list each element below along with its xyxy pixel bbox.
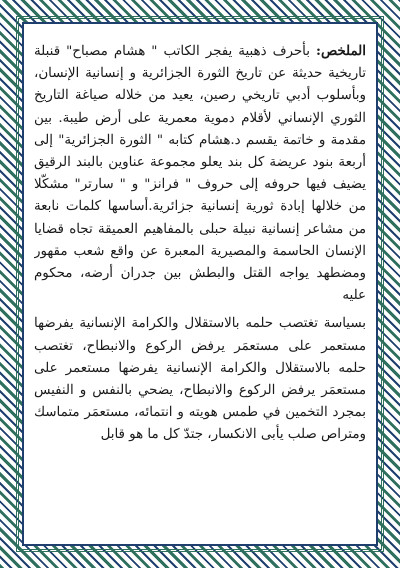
- abstract-title: الملخص:: [316, 43, 366, 59]
- abstract-paragraph-2: بسياسة تغتصب حلمه بالاستقلال والكرامة الإنسانية يفرضها مستعمر على مستعمَر يرفض الركوع والانبطاح، تغتصب حلمه بالاستقلال والكرامة الإنسانية يفرضها مستعمر على مستعمَر يرفض الركوع والانبطاح، يضحي بالنفس و النفيس بمجرد التخمين في طمس هويته و انتمائه، مستعمَر متماسك ومتراص صلب يأبى الانكسار، جتدّ كل ما هو قابل: [34, 316, 366, 443]
- abstract-text-1: بأحرف ذهبية يفجر الكاتب " هشام مصباح" قنبلة تاريخية حديثة عن تاريخ الثورة الجزائرية و إنسانية الإنسان، وبأسلوب أدبي تاريخي رصين، يعيد من خلاله صياغة التاريخ الثوري الإنساني لأقلام دموية معمرية على أرض طيبة. بين مقدمة و خاتمة يقسم د.هشام كتابه " الثورة الجزائرية" إلى أربعة بنود عريضة كل بند يعلو مجموعة عناوين بالبند الرقيق يضيف فيها حروفه إلى حروف " فرانز" و " سارتر" مشكّلا من خلالها إبادة ثورية إنسانية جزائرية.أساسها كلمات نابعة من مشاعر إنسانية نبيلة حبلى بالمفاهيم العميقة تجاه قضايا الإنسان الحاسمة والمصيرية المعبرة عن واقع شعب مقهور ومضطهد يواجه القتل والبطش بين جدران أرضه، محكوم عليه: [34, 44, 366, 304]
- abstract-paragraph: [34, 40, 366, 307]
- document-body: [34, 40, 366, 560]
